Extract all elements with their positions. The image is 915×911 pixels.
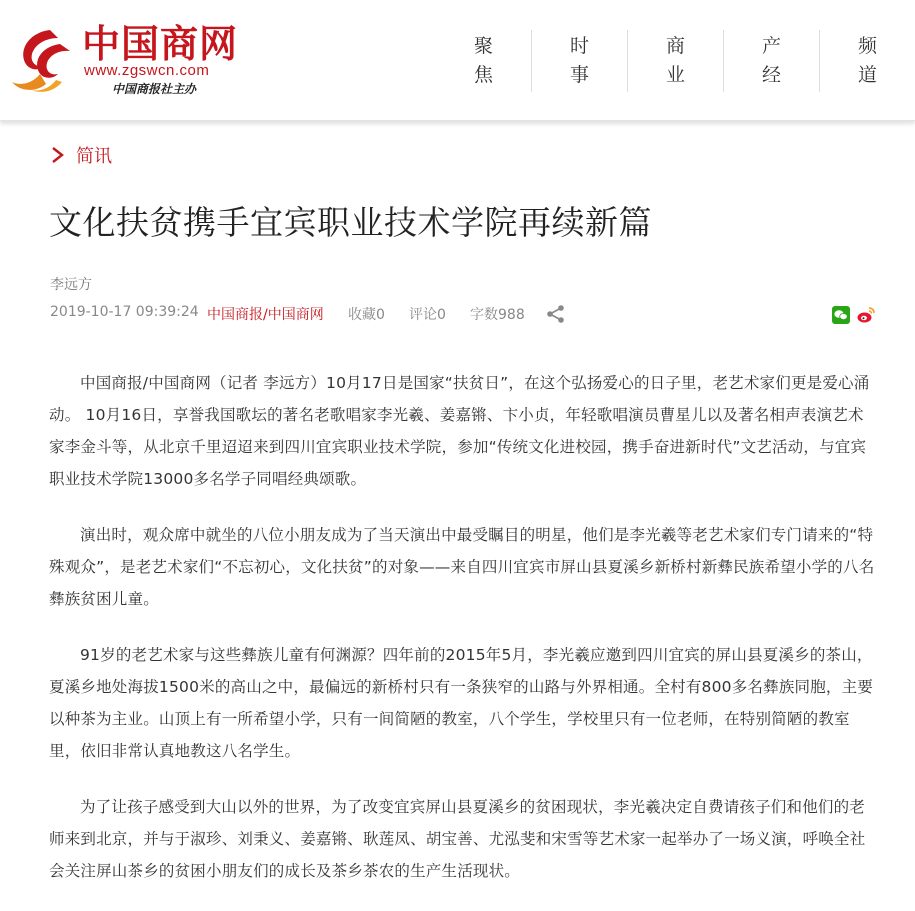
nav-item-current-affairs[interactable]: 时 事 xyxy=(531,30,627,92)
nav-item-industry[interactable]: 产 经 xyxy=(723,30,819,92)
logo-swirl-icon xyxy=(10,24,76,94)
logo-tagline: 中国商报社主办 xyxy=(112,82,197,96)
article-title: 文化扶贫携手宜宾职业技术学院再续新篇 xyxy=(49,203,652,242)
wechat-icon[interactable] xyxy=(832,306,850,324)
site-logo[interactable] xyxy=(10,22,250,102)
breadcrumb xyxy=(50,142,112,168)
site-header xyxy=(0,0,915,121)
nav-item-business[interactable]: 商 业 xyxy=(627,30,723,92)
word-count: 字数988 xyxy=(470,307,525,323)
nav-item-channels[interactable]: 频 道 xyxy=(819,30,915,92)
comments-count[interactable]: 评论0 xyxy=(409,307,446,323)
article-paragraph: 演出时，观众席中就坐的八位小朋友成为了当天演出中最受瞩目的明星，他们是李光羲等老艺术家们专门请来的“特殊观众”，是老艺术家们“不忘初心，文化扶贫”的对象——来自四川宜宾市屏山县夏溪乡新桥村新彝民族希望小学的八名彝族贫困儿童。 xyxy=(49,526,875,608)
article-source: 中国商报/中国商网 xyxy=(207,307,324,323)
article-author: 李远方 xyxy=(50,277,92,293)
main-nav xyxy=(436,30,915,92)
weibo-icon[interactable] xyxy=(856,305,876,325)
article-paragraph: 中国商报/中国商网（记者 李远方）10月17日是国家“扶贫日”，在这个弘扬爱心的日子里，老艺术家们更是爱心涌动。 10月16日，享誉我国歌坛的著名老歌唱家李光羲、姜嘉锵、卞小贞，年轻歌唱演员曹星儿以及著名相声表演艺术家李金斗等，从北京千里迢迢来到四川宜宾职业技术学院，参加“传统文化进校园，携手奋进新时代”文艺活动，与宜宾职业技术学院13000多名学子同唱经典颂歌。 xyxy=(49,374,870,488)
article-paragraph: 为了让孩子感受到大山以外的世界，为了改变宜宾屏山县夏溪乡的贫困现状，李光羲决定自费请孩子们和他们的老师来到北京，并与于淑珍、刘秉义、姜嘉锵、耿莲凤、胡宝善、尤泓斐和宋雪等艺术家一起举办了一场义演，呼唤全社会关注屏山茶乡的贫困小朋友们的成长及茶乡茶农的生产生活现状。 xyxy=(49,798,866,880)
logo-name: 中国商网 xyxy=(82,21,239,66)
logo-url: www.zgswcn.com xyxy=(84,62,210,79)
nav-item-focus[interactable]: 聚 焦 xyxy=(473,35,493,86)
breadcrumb-category-link[interactable]: 简讯 xyxy=(76,146,112,167)
share-icon[interactable] xyxy=(546,304,566,324)
favorites-count[interactable]: 收藏0 xyxy=(348,307,385,323)
article-body xyxy=(49,367,879,911)
publish-datetime: 2019-10-17 09:39:24 xyxy=(50,304,199,320)
chevron-right-icon xyxy=(50,145,66,165)
article-paragraph: 91岁的老艺术家与这些彝族儿童有何渊源？四年前的2015年5月，李光羲应邀到四川宜宾的屏山县夏溪乡的茶山，夏溪乡地处海拔1500米的高山之中，最偏远的新桥村只有一条狭窄的山路与外界相通。全村有800多名彝族同胞，主要以种茶为主业。山顶上有一所希望小学，只有一间简陋的教室，八个学生，学校里只有一位老师，在特别简陋的教室里，依旧非常认真地教这八名学生。 xyxy=(49,646,874,760)
article-meta xyxy=(50,304,875,326)
